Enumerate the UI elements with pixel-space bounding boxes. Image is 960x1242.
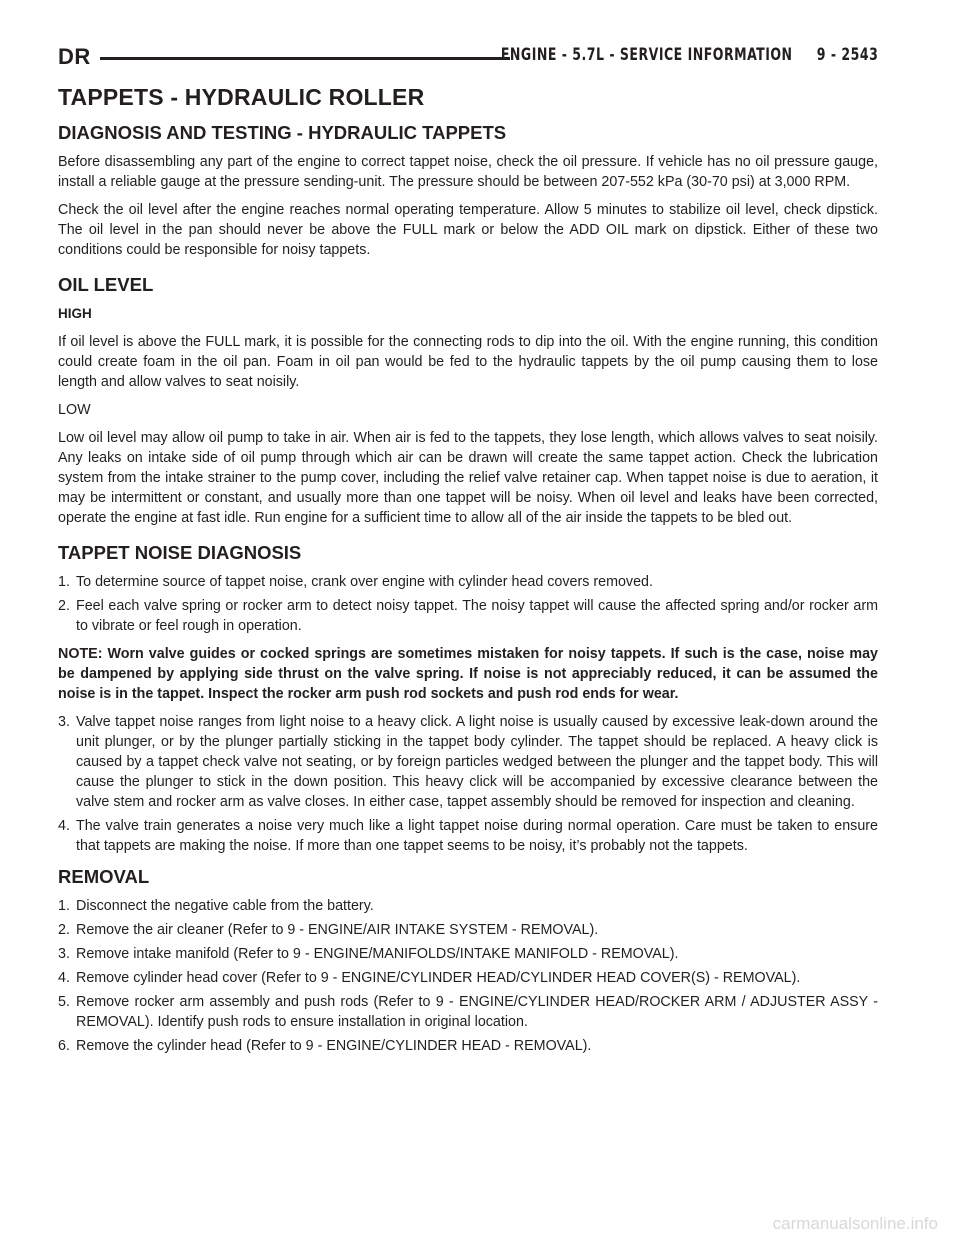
subheading-low: LOW xyxy=(58,402,91,418)
section-heading-removal: REMOVAL xyxy=(58,866,150,887)
list-item: 5. Remove rocker arm assembly and push rods (Refer to 9 - ENGINE/CYLINDER HEAD/ROCKER ARM / ADJUSTER ASSY - REMOVAL). Identify push rods to ensure installation in original location. xyxy=(58,994,878,1030)
list-item: 2. Feel each valve spring or rocker arm to detect noisy tappet. The noisy tappet will cause the affected spring and/or rocker arm to vibrate or feel rough in operation. xyxy=(58,598,878,634)
note-text: NOTE: Worn valve guides or cocked springs are sometimes mistaken for noisy tappets. If such is the case, noise may be dampened by applying side thrust on the valve spring. If noise is not appreciably reduced, it can be assumed the noise is in the tappet. Inspect the rocker arm push rod sockets and push rod ends for wear. xyxy=(58,646,878,702)
watermark: carmanualsonline.info xyxy=(772,1214,938,1233)
header-section-page: ENGINE - 5.7L - SERVICE INFORMATION 9 - 2543 xyxy=(500,45,878,65)
section-heading-oil-level: OIL LEVEL xyxy=(58,274,154,295)
paragraph: If oil level is above the FULL mark, it is possible for the connecting rods to dip into the oil. With the engine running, this condition could create foam in the oil pan. Foam in oil pan would be fed to the hydraulic tappets by the oil pump causing them to lose length and allow valves to seat noisily. xyxy=(58,334,878,390)
header-model-code: DR xyxy=(58,44,91,69)
paragraph: Before disassembling any part of the engine to correct tappet noise, check the oil pressure. If vehicle has no oil pressure gauge, install a reliable gauge at the pressure sending-unit. The pressure should be between 207-552 kPa (30-70 psi) at 3,000 RPM. xyxy=(58,154,878,190)
paragraph: Low oil level may allow oil pump to take in air. When air is fed to the tappets, they lose length, which allows valves to seat noisily. Any leaks on intake side of oil pump through which air can be drawn will create the same tappet action. Check the lubrication system from the intake strainer to the pump cover, including the relief valve retainer cap. When tappet noise is due to aeration, it may be intermittent or constant, and usually more than one tappet will be noisy. When oil level and leaks have been corrected, operate the engine at fast idle. Run engine for a sufficient time to allow all of the air inside the tappets to be bled out. xyxy=(58,430,878,526)
section-heading-tappet-noise: TAPPET NOISE DIAGNOSIS xyxy=(58,542,302,563)
page-title: TAPPETS - HYDRAULIC ROLLER xyxy=(58,84,425,110)
header-rule xyxy=(100,57,510,60)
list-item: 2. Remove the air cleaner (Refer to 9 - ENGINE/AIR INTAKE SYSTEM - REMOVAL). xyxy=(58,922,599,938)
paragraph: Check the oil level after the engine reaches normal operating temperature. Allow 5 minutes to stabilize oil level, check dipstick. The oil level in the pan should never be above the FULL mark or below the ADD OIL mark on dipstick. Either of these two conditions could be responsible for noisy tappets. xyxy=(58,202,878,258)
list-item: 6. Remove the cylinder head (Refer to 9 - ENGINE/CYLINDER HEAD - REMOVAL). xyxy=(58,1038,592,1054)
list-item: 1. To determine source of tappet noise, crank over engine with cylinder head covers removed. xyxy=(58,574,653,590)
page-content xyxy=(58,84,878,1060)
list-item: 3. Remove intake manifold (Refer to 9 - ENGINE/MANIFOLDS/INTAKE MANIFOLD - REMOVAL). xyxy=(58,946,679,962)
section-heading-diagnosis: DIAGNOSIS AND TESTING - HYDRAULIC TAPPETS xyxy=(58,122,507,143)
list-item: 3. Valve tappet noise ranges from light noise to a heavy click. A light noise is usually caused by excessive leak-down around the unit plunger, or by the plunger partially sticking in the tappet body cylinder. The tappet should be replaced. A heavy click is caused by a tappet check valve not seating, or by foreign particles wedged between the plunger and the tappet body. This will cause the plunger to stick in the down position. This heavy click will be accompanied by excessive clearance between the valve stem and rocker arm as valve closes. In either case, tappet assembly should be removed for inspection and cleaning. xyxy=(58,714,878,810)
subheading-high: HIGH xyxy=(58,306,92,321)
page-header xyxy=(58,44,878,70)
list-item: 4. The valve train generates a noise very much like a light tappet noise during normal operation. Care must be taken to ensure that tappets are making the noise. If more than one tappet seems to be noisy, it’s probably not the tappets. xyxy=(58,818,878,854)
list-item: 1. Disconnect the negative cable from the battery. xyxy=(58,898,374,914)
list-item: 4. Remove cylinder head cover (Refer to 9 - ENGINE/CYLINDER HEAD/CYLINDER HEAD COVER(S) - REMOVAL). xyxy=(58,970,801,986)
